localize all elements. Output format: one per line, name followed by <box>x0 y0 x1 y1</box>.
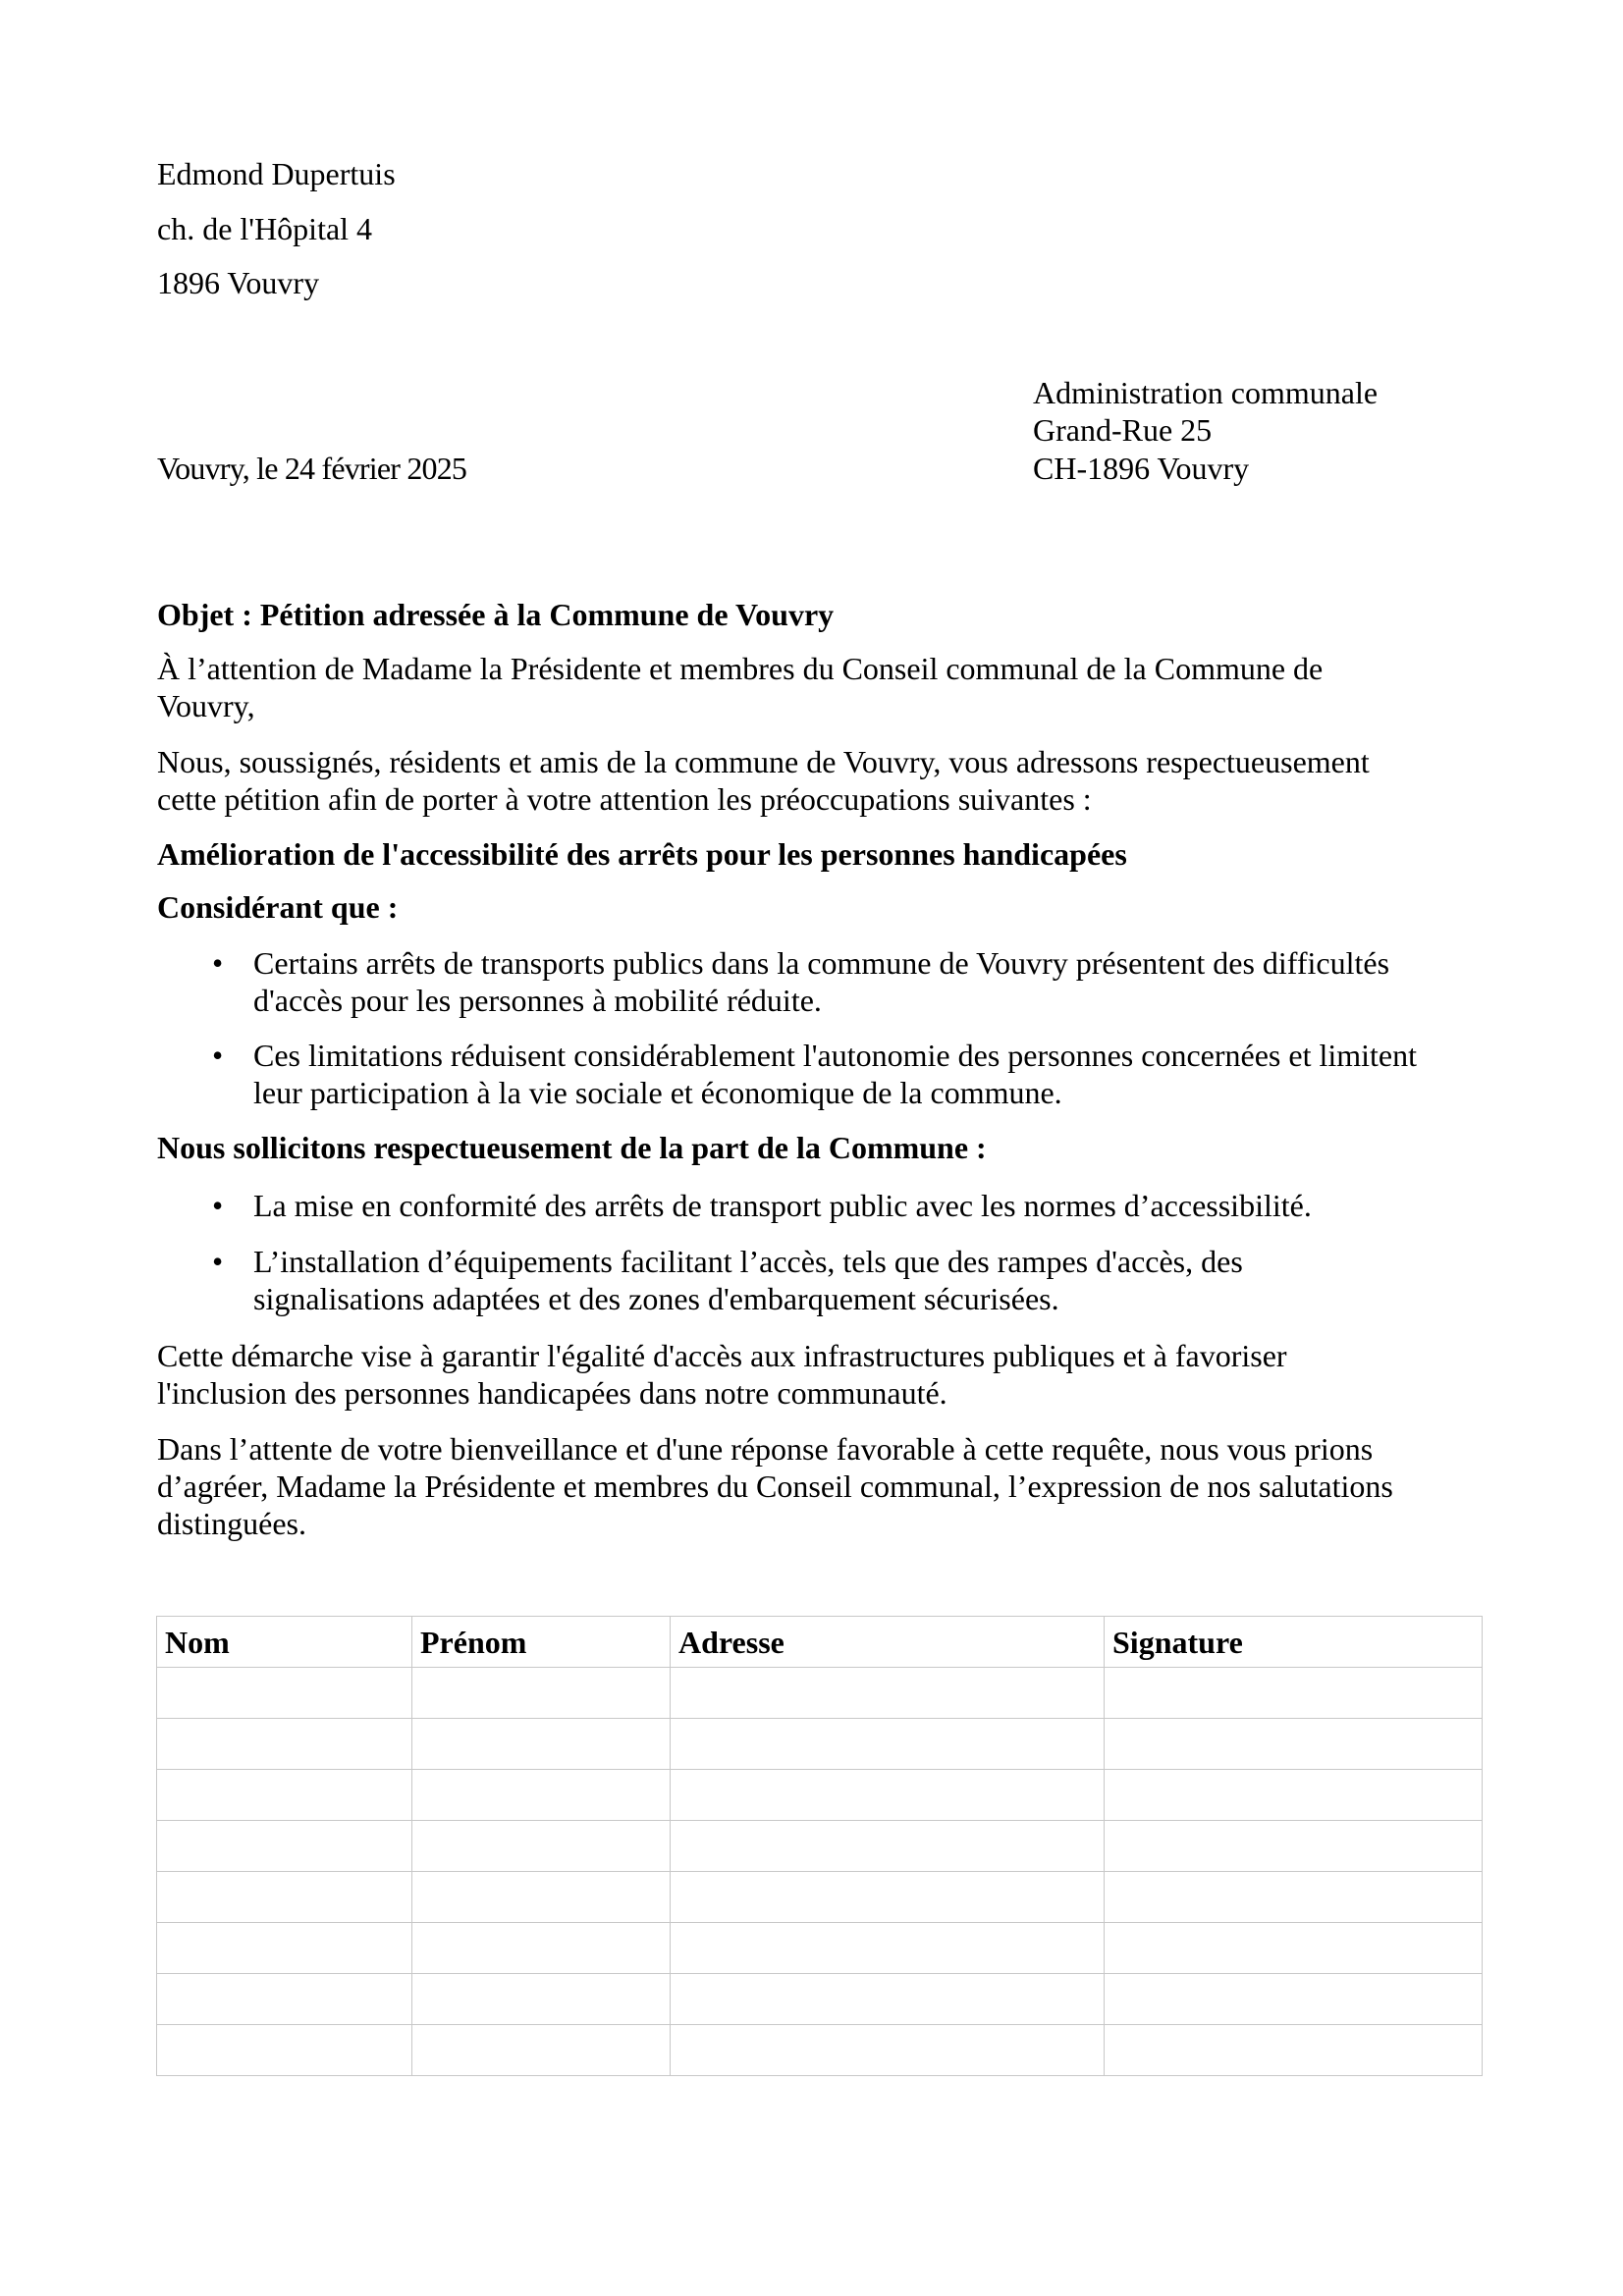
nom-cell[interactable] <box>157 1872 412 1923</box>
signature-cell[interactable] <box>1105 1872 1483 1923</box>
recipient-line-2: Grand-Rue 25 <box>1033 412 1213 448</box>
salutation-line-2: Vouvry, <box>157 688 255 723</box>
table-row <box>157 1923 1483 1974</box>
considering-item-1-line-2: d'accès pour les personnes à mobilité réduite. <box>253 983 822 1018</box>
nom-cell[interactable] <box>157 1923 412 1974</box>
signature-cell[interactable] <box>1105 1821 1483 1872</box>
adresse-cell[interactable] <box>671 1821 1105 1872</box>
place-date: Vouvry, le 24 février 2025 <box>157 451 467 486</box>
closing-paragraph <box>157 1430 1492 1542</box>
considering-heading: Considérant que : <box>157 889 399 925</box>
adresse-cell[interactable] <box>671 1719 1105 1770</box>
considering-item-2-line-1: Ces limitations réduisent considérablement l'autonomie des personnes concernées et limitent <box>253 1038 1417 1073</box>
column-header-adresse: Adresse <box>671 1617 1105 1668</box>
signature-cell[interactable] <box>1105 1668 1483 1719</box>
signature-cell[interactable] <box>1105 1974 1483 2025</box>
nom-cell[interactable] <box>157 1668 412 1719</box>
prenom-cell[interactable] <box>412 1923 671 1974</box>
bullet-icon: • <box>212 1244 224 1279</box>
closing-line-1: Dans l’attente de votre bienveillance et d'une réponse favorable à cette requête, nous vous prions <box>157 1431 1374 1467</box>
column-header-nom: Nom <box>157 1617 412 1668</box>
adresse-cell[interactable] <box>671 1923 1105 1974</box>
intro-line-2: cette pétition afin de porter à votre attention les préoccupations suivantes : <box>157 781 1092 817</box>
table-header-row <box>157 1617 1483 1668</box>
nom-cell[interactable] <box>157 1821 412 1872</box>
goal-paragraph <box>157 1337 1492 1412</box>
goal-line-1: Cette démarche vise à garantir l'égalité d'accès aux infrastructures publiques et à favoriser <box>157 1338 1287 1373</box>
adresse-cell[interactable] <box>671 1770 1105 1821</box>
sender-city: 1896 Vouvry <box>157 265 320 300</box>
topic-heading: Amélioration de l'accessibilité des arrêts pour les personnes handicapées <box>157 836 1127 872</box>
intro-line-1: Nous, soussignés, résidents et amis de la commune de Vouvry, vous adressons respectueusement <box>157 744 1370 779</box>
salutation <box>157 650 1492 724</box>
column-header-signature: Signature <box>1105 1617 1483 1668</box>
signature-table <box>156 1616 1483 2076</box>
request-item-2-line-2: signalisations adaptées et des zones d'embarquement sécurisées. <box>253 1281 1059 1316</box>
adresse-cell[interactable] <box>671 1872 1105 1923</box>
table-row <box>157 1668 1483 1719</box>
prenom-cell[interactable] <box>412 1668 671 1719</box>
goal-line-2: l'inclusion des personnes handicapées dans notre communauté. <box>157 1375 947 1411</box>
bullet-icon: • <box>212 945 224 981</box>
prenom-cell[interactable] <box>412 2025 671 2076</box>
salutation-line-1: À l’attention de Madame la Présidente et membres du Conseil communal de la Commune de <box>157 651 1324 686</box>
recipient-line-1: Administration communale <box>1033 375 1379 410</box>
table-row <box>157 1872 1483 1923</box>
request-item-2-line-1: L’installation d’équipements facilitant l’accès, tels que des rampes d'accès, des <box>253 1244 1243 1279</box>
adresse-cell[interactable] <box>671 2025 1105 2076</box>
table-row <box>157 1719 1483 1770</box>
prenom-cell[interactable] <box>412 1719 671 1770</box>
request-heading: Nous sollicitons respectueusement de la part de la Commune : <box>157 1130 987 1165</box>
prenom-cell[interactable] <box>412 1974 671 2025</box>
prenom-cell[interactable] <box>412 1821 671 1872</box>
adresse-cell[interactable] <box>671 1668 1105 1719</box>
nom-cell[interactable] <box>157 1719 412 1770</box>
signature-cell[interactable] <box>1105 1923 1483 1974</box>
prenom-cell[interactable] <box>412 1770 671 1821</box>
signature-cell[interactable] <box>1105 1719 1483 1770</box>
bullet-icon: • <box>212 1038 224 1073</box>
considering-item-2-line-2: leur participation à la vie sociale et économique de la commune. <box>253 1075 1062 1110</box>
signature-cell[interactable] <box>1105 2025 1483 2076</box>
subject-line: Objet : Pétition adressée à la Commune de Vouvry <box>157 597 835 632</box>
nom-cell[interactable] <box>157 1770 412 1821</box>
column-header-prenom: Prénom <box>412 1617 671 1668</box>
sender-street: ch. de l'Hôpital 4 <box>157 211 373 246</box>
closing-line-3: distinguées. <box>157 1506 306 1541</box>
nom-cell[interactable] <box>157 1974 412 2025</box>
adresse-cell[interactable] <box>671 1974 1105 2025</box>
signature-cell[interactable] <box>1105 1770 1483 1821</box>
nom-cell[interactable] <box>157 2025 412 2076</box>
bullet-icon: • <box>212 1188 224 1223</box>
closing-line-2: d’agréer, Madame la Présidente et membres du Conseil communal, l’expression de nos salutations <box>157 1468 1393 1504</box>
recipient-line-3: CH-1896 Vouvry <box>1033 451 1250 486</box>
table-row <box>157 1974 1483 2025</box>
sender-name: Edmond Dupertuis <box>157 156 396 191</box>
prenom-cell[interactable] <box>412 1872 671 1923</box>
table-row <box>157 1821 1483 1872</box>
table-row <box>157 2025 1483 2076</box>
considering-item-1-line-1: Certains arrêts de transports publics dans la commune de Vouvry présentent des difficultés <box>253 945 1390 981</box>
intro-paragraph <box>157 743 1492 818</box>
request-item-1-line-1: La mise en conformité des arrêts de transport public avec les normes d’accessibilité. <box>253 1188 1312 1223</box>
table-row <box>157 1770 1483 1821</box>
